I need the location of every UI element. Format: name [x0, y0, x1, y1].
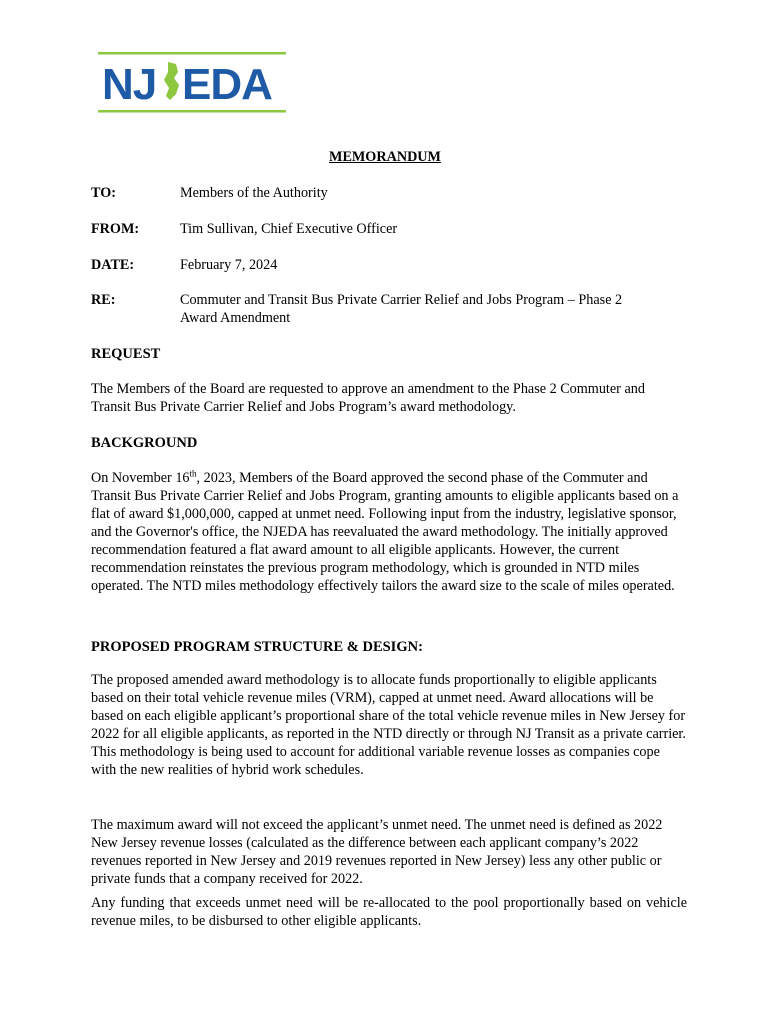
proposed-para-2: The maximum award will not exceed the applicant’s unmet need. The unmet need is defined as 2022 New Jersey revenue losses (calculated as the difference between each applicant company’s 2022 revenues reported in New Jersey and 2019 revenues reported in New Jersey) less any other public or private funds that a company received for 2022.	[91, 817, 663, 887]
proposed-para-3: Any funding that exceeds unmet need will be re-allocated to the pool proportionally based on vehicle revenue miles, to be disbursed to other eligible applicants.	[91, 895, 687, 929]
njeda-logo-graphic	[98, 52, 286, 114]
request-heading: REQUEST	[91, 346, 161, 362]
re-label: RE:	[91, 292, 116, 308]
memo-title: MEMORANDUM	[329, 149, 441, 165]
date-label: DATE:	[91, 257, 135, 273]
background-text	[91, 469, 687, 595]
re-value: Commuter and Transit Bus Private Carrier Relief and Jobs Program – Phase 2 Award Amendment	[180, 292, 623, 326]
new-jersey-state-icon	[164, 62, 179, 100]
svg-text:NJ: NJ	[102, 60, 157, 109]
svg-text:EDA: EDA	[182, 60, 272, 109]
background-text-sup: th	[189, 468, 197, 479]
background-text-rest: , 2023, Members of the Board approved the second phase of the Commuter and Transit Bus Private Carrier Relief and Jobs Program, granting amounts to eligible applicants based on a flat of award $1,000,000, capped at unmet need. Following input from the industry, legislative sponsor, and the Governor's office, the NJEDA has reevaluated the award methodology. The initially approved recommendation featured a flat award amount to all eligible applicants. However, the current recommendation reinstates the previous program methodology, which is grounded in NTD miles operated. The NTD miles methodology effectively tailors the award size to the scale of miles operated.	[91, 470, 679, 594]
background-heading: BACKGROUND	[91, 435, 198, 451]
date-value: February 7, 2024	[180, 257, 278, 273]
from-value: Tim Sullivan, Chief Executive Officer	[180, 221, 398, 237]
njeda-logo	[98, 52, 286, 114]
to-value: Members of the Authority	[180, 185, 328, 201]
background-text-start: On November 16	[91, 470, 190, 486]
proposed-para-1: The proposed amended award methodology is to allocate funds proportionally to eligible applicants based on their total vehicle revenue miles (VRM), capped at unmet need. Award allocations will be based on each eligible applicant’s proportional share of the total vehicle revenue miles in New Jersey for 2022 for all eligible applicants, as reported in the NTD directly or through NJ Transit as a private carrier. This methodology is being used to account for additional variable revenue losses as companies cope with the new realities of hybrid work schedules.	[91, 672, 686, 778]
request-text: The Members of the Board are requested to approve an amendment to the Phase 2 Commuter and Transit Bus Private Carrier Relief and Jobs Program’s award methodology.	[91, 381, 645, 415]
logo-bottom-rule	[98, 110, 286, 113]
proposed-heading: PROPOSED PROGRAM STRUCTURE & DESIGN:	[91, 639, 423, 655]
from-label: FROM:	[91, 221, 140, 237]
logo-top-rule	[98, 52, 286, 55]
to-label: TO:	[91, 185, 116, 201]
